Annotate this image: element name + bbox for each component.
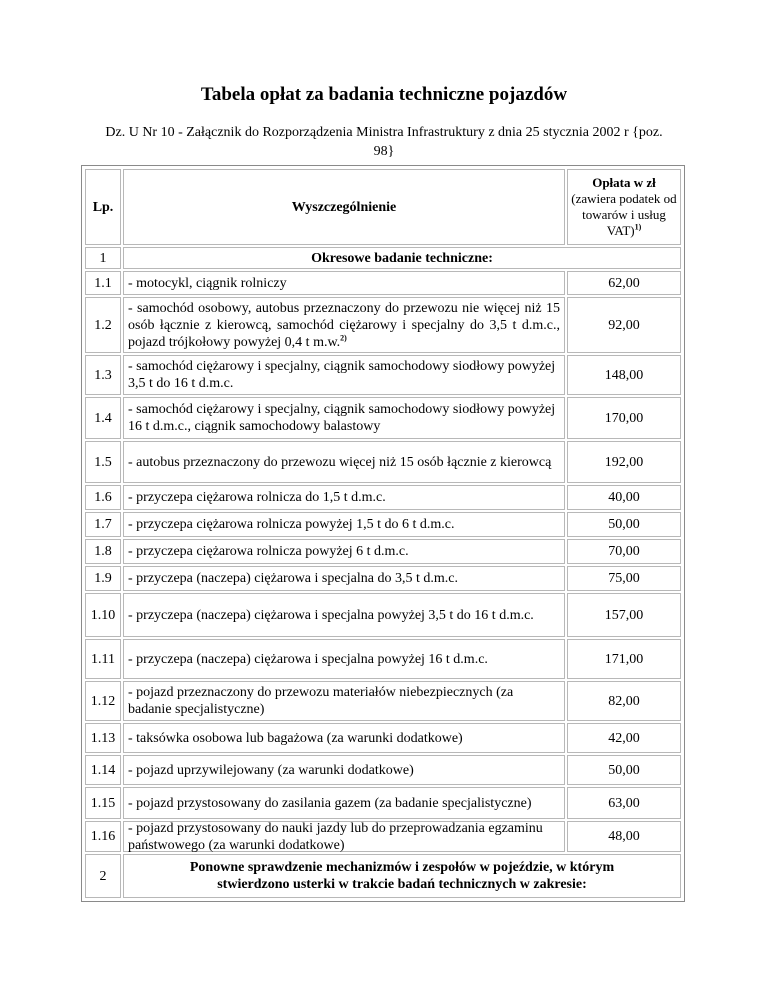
header-fee-note-wrap — [568, 191, 680, 239]
row-lp: 1.8 — [85, 539, 121, 564]
row-fee: 157,00 — [567, 593, 681, 637]
header-lp: Lp. — [85, 169, 121, 245]
row-description — [123, 566, 565, 591]
row-fee: 170,00 — [567, 397, 681, 439]
row-description-text: - pojazd przystosowany do nauki jazdy lub do przeprowadzania egzaminu państwowego (za warunki dodatkowe) — [128, 820, 543, 853]
row-lp: 1.11 — [85, 639, 121, 679]
row-lp: 1.2 — [85, 297, 121, 353]
row-lp: 1.4 — [85, 397, 121, 439]
row-description-wrap — [128, 300, 560, 351]
row-fee: 40,00 — [567, 485, 681, 510]
footnote-2-marker: 2) — [340, 332, 347, 342]
row-description-text: - przyczepa ciężarowa rolnicza powyżej 1,5 t do 6 t d.m.c. — [128, 517, 455, 532]
row-description-text: - taksówka osobowa lub bagażowa (za warunki dodatkowe) — [128, 730, 463, 746]
row-description-text: - przyczepa (naczepa) ciężarowa i specjalna do 3,5 t d.m.c. — [128, 571, 458, 586]
row-description-text: - pojazd przystosowany do zasilania gazem (za badanie specjalistyczne) — [128, 795, 532, 811]
row-lp: 1.6 — [85, 485, 121, 510]
row-description-text: - przyczepa (naczepa) ciężarowa i specjalna powyżej 3,5 t do 16 t d.m.c. — [128, 607, 534, 623]
row-fee: 82,00 — [567, 681, 681, 721]
fee-table — [81, 165, 685, 902]
row-description — [123, 681, 565, 721]
section2-lp: 2 — [85, 854, 121, 898]
row-description-text: - autobus przeznaczony do przewozu więcej niż 15 osób łącznie z kierowcą — [128, 454, 552, 470]
row-description — [123, 441, 565, 483]
section2-title: Ponowne sprawdzenie mechanizmów i zespołów w pojeździe, w którym stwierdzono usterki w trakcie badań technicznych w zakresie: — [123, 854, 681, 898]
row-lp: 1.14 — [85, 755, 121, 785]
row-fee: 42,00 — [567, 723, 681, 753]
row-lp: 1.16 — [85, 821, 121, 852]
header-description: Wyszczególnienie — [123, 169, 565, 245]
row-fee: 171,00 — [567, 639, 681, 679]
row-fee: 148,00 — [567, 355, 681, 395]
row-fee: 50,00 — [567, 512, 681, 537]
row-description-text: - samochód ciężarowy i specjalny, ciągnik samochodowy siodłowy powyżej 16 t d.m.c., ciągnik samochodowy balastowy — [128, 402, 556, 434]
row-description-text: - motocykl, ciągnik rolniczy — [128, 275, 287, 291]
row-description — [123, 787, 565, 819]
header-fee-note: (zawiera podatek od towarów i usług VAT) — [571, 191, 677, 238]
row-description — [123, 821, 565, 852]
row-fee: 92,00 — [567, 297, 681, 353]
row-description-text: - przyczepa (naczepa) ciężarowa i specjalna powyżej 16 t d.m.c. — [128, 651, 488, 667]
row-lp: 1.9 — [85, 566, 121, 591]
row-fee: 62,00 — [567, 271, 681, 295]
section1-lp: 1 — [85, 247, 121, 269]
header-fee-title: Opłata w zł — [592, 175, 656, 190]
row-description — [123, 593, 565, 637]
row-description — [123, 297, 565, 353]
row-lp: 1.13 — [85, 723, 121, 753]
row-fee: 48,00 — [567, 821, 681, 852]
section1-title: Okresowe badanie techniczne: — [123, 247, 681, 269]
row-fee: 70,00 — [567, 539, 681, 564]
footnote-1-marker: 1) — [634, 222, 642, 232]
row-description — [123, 723, 565, 753]
row-description-text: - przyczepa ciężarowa rolnicza do 1,5 t d.m.c. — [128, 490, 386, 505]
row-fee: 50,00 — [567, 755, 681, 785]
row-description — [123, 755, 565, 785]
row-description — [123, 539, 565, 564]
row-description-text: - pojazd uprzywilejowany (za warunki dodatkowe) — [128, 762, 414, 778]
row-lp: 1.7 — [85, 512, 121, 537]
row-lp: 1.15 — [85, 787, 121, 819]
row-fee: 192,00 — [567, 441, 681, 483]
row-lp: 1.12 — [85, 681, 121, 721]
row-description-text: - przyczepa ciężarowa rolnicza powyżej 6 t d.m.c. — [128, 544, 409, 559]
page-subtitle: Dz. U Nr 10 - Załącznik do Rozporządzenia Ministra Infrastruktury z dnia 25 stycznia 2002 r {poz. 98} — [105, 125, 663, 159]
row-description — [123, 271, 565, 295]
row-lp: 1.1 — [85, 271, 121, 295]
page-title: Tabela opłat za badania techniczne pojazdów — [200, 84, 568, 105]
header-fee — [567, 169, 681, 245]
row-lp: 1.5 — [85, 441, 121, 483]
row-description-text: - samochód osobowy, autobus przeznaczony do przewozu nie więcej niż 15 osób łącznie z kierowcą, samochód ciężarowy i specjalny do 3,5 t d.m.c., pojazd trójkołowy powyżej 0,4 t m.w. — [128, 300, 560, 350]
row-description — [123, 355, 565, 395]
row-description-text: - pojazd przeznaczony do przewozu materiałów niebezpiecznych (za badanie specjalistyczne) — [128, 685, 514, 717]
row-description-text: - samochód ciężarowy i specjalny, ciągnik samochodowy siodłowy powyżej 3,5 t do 16 t d.m.c. — [128, 359, 556, 391]
row-description — [123, 512, 565, 537]
row-description — [123, 485, 565, 510]
row-lp: 1.10 — [85, 593, 121, 637]
row-description — [123, 639, 565, 679]
row-lp: 1.3 — [85, 355, 121, 395]
row-fee: 63,00 — [567, 787, 681, 819]
row-fee: 75,00 — [567, 566, 681, 591]
row-description — [123, 397, 565, 439]
